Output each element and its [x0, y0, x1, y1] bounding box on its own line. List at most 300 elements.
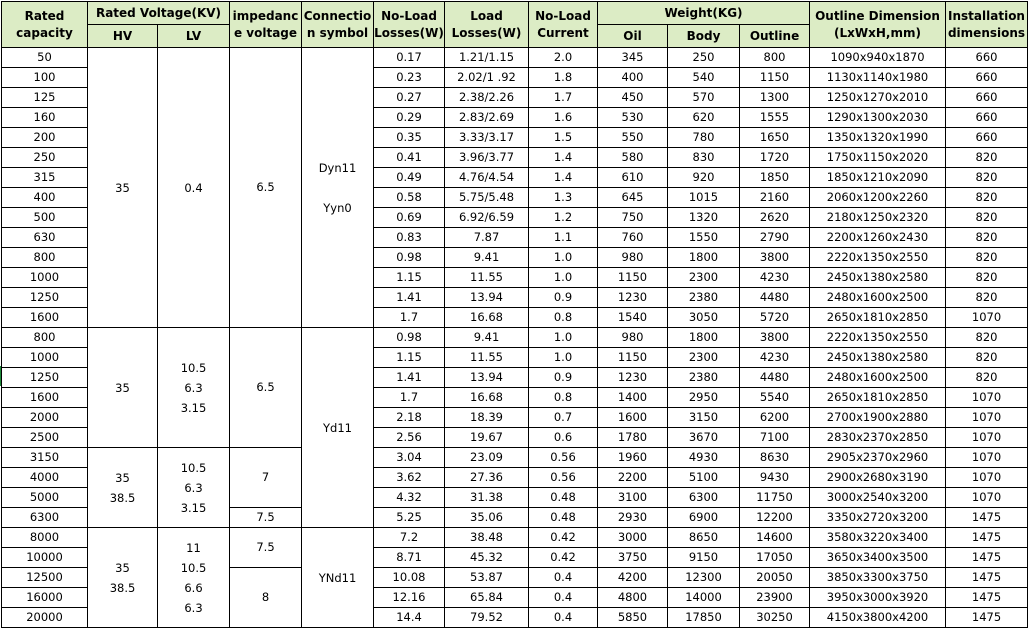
- header-hv: HV: [88, 25, 158, 48]
- cell-hv: 35 38.5: [88, 528, 158, 628]
- cell-oil: 1150: [598, 348, 668, 368]
- cell-rated-capacity: 3150: [2, 448, 88, 468]
- cell-no-load-losses: 2.18: [374, 408, 445, 428]
- cell-no-load-losses: 0.29: [374, 108, 445, 128]
- cell-rated-capacity: 10000: [2, 548, 88, 568]
- cell-rated-capacity: 250: [2, 148, 88, 168]
- cell-oil: 645: [598, 188, 668, 208]
- cell-no-load-losses: 2.56: [374, 428, 445, 448]
- cell-oil: 980: [598, 328, 668, 348]
- header-outline-dimension: Outline Dimension (LxWxH,mm): [810, 2, 946, 48]
- cell-body: 1550: [668, 228, 740, 248]
- cell-outline-dimension: 2450x1380x2580: [810, 348, 946, 368]
- cell-load-losses: 11.55: [445, 268, 529, 288]
- cell-no-load-losses: 0.58: [374, 188, 445, 208]
- cell-oil: 2200: [598, 468, 668, 488]
- cell-connection-symbol: YNd11: [302, 528, 374, 628]
- cell-connection-symbol: Dyn11 Yyn0: [302, 48, 374, 328]
- cell-no-load-current: 0.7: [529, 408, 598, 428]
- cell-body: 1800: [668, 248, 740, 268]
- cell-oil: 3100: [598, 488, 668, 508]
- cell-body: 250: [668, 48, 740, 68]
- cell-oil: 450: [598, 88, 668, 108]
- cell-outline-dimension: 2220x1350x2550: [810, 248, 946, 268]
- cell-no-load-current: 2.0: [529, 48, 598, 68]
- cell-load-losses: 13.94: [445, 288, 529, 308]
- cell-rated-capacity: 4000: [2, 468, 88, 488]
- cell-no-load-current: 0.9: [529, 288, 598, 308]
- cell-body: 1015: [668, 188, 740, 208]
- cell-rated-capacity: 2000: [2, 408, 88, 428]
- cell-installation-dimensions: 820: [946, 368, 1028, 388]
- cell-no-load-current: 0.48: [529, 508, 598, 528]
- cell-installation-dimensions: 820: [946, 208, 1028, 228]
- cell-load-losses: 18.39: [445, 408, 529, 428]
- cell-load-losses: 11.55: [445, 348, 529, 368]
- cell-outline: 11750: [740, 488, 810, 508]
- cell-load-losses: 1.21/1.15: [445, 48, 529, 68]
- cell-rated-capacity: 2500: [2, 428, 88, 448]
- cell-outline-dimension: 1850x1210x2090: [810, 168, 946, 188]
- cell-load-losses: 35.06: [445, 508, 529, 528]
- cell-oil: 760: [598, 228, 668, 248]
- cell-installation-dimensions: 660: [946, 108, 1028, 128]
- cell-installation-dimensions: 1475: [946, 588, 1028, 608]
- cell-outline: 7100: [740, 428, 810, 448]
- cell-load-losses: 3.33/3.17: [445, 128, 529, 148]
- cell-outline-dimension: 2650x1810x2850: [810, 388, 946, 408]
- cell-no-load-current: 0.4: [529, 608, 598, 628]
- table-header: [2, 2, 1028, 48]
- cell-no-load-current: 1.7: [529, 88, 598, 108]
- cell-body: 620: [668, 108, 740, 128]
- cell-rated-capacity: 8000: [2, 528, 88, 548]
- cell-outline-dimension: 2900x2680x3190: [810, 468, 946, 488]
- cell-no-load-losses: 1.41: [374, 368, 445, 388]
- cell-body: 8650: [668, 528, 740, 548]
- cell-outline-dimension: 2220x1350x2550: [810, 328, 946, 348]
- cell-no-load-current: 0.8: [529, 308, 598, 328]
- cell-outline: 12200: [740, 508, 810, 528]
- cell-body: 6300: [668, 488, 740, 508]
- cell-impedance-voltage: 6.5: [230, 48, 302, 328]
- cell-outline: 30250: [740, 608, 810, 628]
- cell-rated-capacity: 20000: [2, 608, 88, 628]
- cell-oil: 530: [598, 108, 668, 128]
- cell-body: 1800: [668, 328, 740, 348]
- cell-load-losses: 3.96/3.77: [445, 148, 529, 168]
- cell-rated-capacity: 125: [2, 88, 88, 108]
- cell-installation-dimensions: 820: [946, 148, 1028, 168]
- cell-connection-symbol: Yd11: [302, 328, 374, 528]
- cell-rated-capacity: 315: [2, 168, 88, 188]
- cell-no-load-losses: 4.32: [374, 488, 445, 508]
- cell-oil: 1540: [598, 308, 668, 328]
- cell-outline-dimension: 2650x1810x2850: [810, 308, 946, 328]
- cell-no-load-losses: 1.15: [374, 348, 445, 368]
- cell-no-load-current: 1.0: [529, 348, 598, 368]
- cell-outline-dimension: 2480x1600x2500: [810, 368, 946, 388]
- cell-oil: 2930: [598, 508, 668, 528]
- header-rated-voltage: Rated Voltage(KV): [88, 2, 230, 25]
- cell-no-load-losses: 3.62: [374, 468, 445, 488]
- cell-body: 540: [668, 68, 740, 88]
- cell-installation-dimensions: 660: [946, 88, 1028, 108]
- cell-body: 2380: [668, 368, 740, 388]
- cell-oil: 400: [598, 68, 668, 88]
- cell-no-load-losses: 0.49: [374, 168, 445, 188]
- cell-impedance-voltage: 7.5: [230, 508, 302, 528]
- cell-installation-dimensions: 660: [946, 68, 1028, 88]
- cell-body: 3050: [668, 308, 740, 328]
- cell-load-losses: 9.41: [445, 328, 529, 348]
- header-no-load-current: No-Load Current: [529, 2, 598, 48]
- cell-no-load-losses: 1.7: [374, 388, 445, 408]
- header-no-load-losses: No-Load Losses(W): [374, 2, 445, 48]
- cell-oil: 1150: [598, 268, 668, 288]
- cell-outline: 1720: [740, 148, 810, 168]
- cell-load-losses: 16.68: [445, 388, 529, 408]
- cell-installation-dimensions: 1475: [946, 608, 1028, 628]
- cell-no-load-losses: 0.23: [374, 68, 445, 88]
- cell-outline: 2790: [740, 228, 810, 248]
- header-outline: Outline: [740, 25, 810, 48]
- cell-outline: 8630: [740, 448, 810, 468]
- header-body: Body: [668, 25, 740, 48]
- cell-rated-capacity: 16000: [2, 588, 88, 608]
- cell-impedance-voltage: 7.5: [230, 528, 302, 568]
- cell-oil: 1600: [598, 408, 668, 428]
- cell-lv: 10.5 6.3 3.15: [158, 448, 230, 528]
- cell-load-losses: 9.41: [445, 248, 529, 268]
- cell-no-load-losses: 0.98: [374, 248, 445, 268]
- cell-hv: 35 38.5: [88, 448, 158, 528]
- cell-rated-capacity: 160: [2, 108, 88, 128]
- cell-no-load-losses: 1.15: [374, 268, 445, 288]
- cell-outline-dimension: 2480x1600x2500: [810, 288, 946, 308]
- cell-load-losses: 23.09: [445, 448, 529, 468]
- cell-body: 5100: [668, 468, 740, 488]
- cell-no-load-losses: 0.41: [374, 148, 445, 168]
- cell-no-load-losses: 14.4: [374, 608, 445, 628]
- cell-no-load-losses: 0.27: [374, 88, 445, 108]
- cell-no-load-losses: 5.25: [374, 508, 445, 528]
- cell-load-losses: 2.83/2.69: [445, 108, 529, 128]
- cell-hv: 35: [88, 48, 158, 328]
- cell-body: 6900: [668, 508, 740, 528]
- cell-outline: 2160: [740, 188, 810, 208]
- cell-outline-dimension: 2200x1260x2430: [810, 228, 946, 248]
- cell-no-load-current: 1.2: [529, 208, 598, 228]
- cell-no-load-current: 0.4: [529, 588, 598, 608]
- cell-outline-dimension: 1350x1320x1990: [810, 128, 946, 148]
- cell-installation-dimensions: 1070: [946, 468, 1028, 488]
- cell-outline-dimension: 2060x1200x2260: [810, 188, 946, 208]
- cell-installation-dimensions: 1070: [946, 448, 1028, 468]
- cell-installation-dimensions: 820: [946, 288, 1028, 308]
- cell-installation-dimensions: 1070: [946, 488, 1028, 508]
- cell-load-losses: 45.32: [445, 548, 529, 568]
- cell-oil: 1230: [598, 368, 668, 388]
- cell-no-load-losses: 0.98: [374, 328, 445, 348]
- transformer-spec-table: [1, 1, 1028, 628]
- cell-outline: 4480: [740, 288, 810, 308]
- cell-no-load-current: 1.0: [529, 328, 598, 348]
- cell-outline-dimension: 1130x1140x1980: [810, 68, 946, 88]
- cell-outline-dimension: 2700x1900x2880: [810, 408, 946, 428]
- cell-rated-capacity: 6300: [2, 508, 88, 528]
- cell-installation-dimensions: 820: [946, 348, 1028, 368]
- cell-no-load-current: 1.3: [529, 188, 598, 208]
- cell-no-load-current: 0.4: [529, 568, 598, 588]
- cell-body: 920: [668, 168, 740, 188]
- cell-oil: 1780: [598, 428, 668, 448]
- cell-load-losses: 27.36: [445, 468, 529, 488]
- table-row: [2, 528, 1028, 548]
- cell-rated-capacity: 1000: [2, 268, 88, 288]
- header-impedance-voltage: impedanc e voltage: [230, 2, 302, 48]
- cell-no-load-current: 0.42: [529, 548, 598, 568]
- cell-outline: 800: [740, 48, 810, 68]
- cell-outline-dimension: 2830x2370x2850: [810, 428, 946, 448]
- cell-no-load-current: 1.6: [529, 108, 598, 128]
- cell-oil: 3000: [598, 528, 668, 548]
- cell-body: 570: [668, 88, 740, 108]
- cell-oil: 980: [598, 248, 668, 268]
- header-load-losses: Load Losses(W): [445, 2, 529, 48]
- cell-no-load-losses: 0.17: [374, 48, 445, 68]
- cell-outline-dimension: 3580x3220x3400: [810, 528, 946, 548]
- cell-no-load-losses: 0.83: [374, 228, 445, 248]
- cell-rated-capacity: 1600: [2, 308, 88, 328]
- cell-rated-capacity: 1250: [2, 368, 88, 388]
- cell-outline: 4230: [740, 268, 810, 288]
- cell-body: 4930: [668, 448, 740, 468]
- cell-lv: 0.4: [158, 48, 230, 328]
- cell-body: 2380: [668, 288, 740, 308]
- cell-installation-dimensions: 660: [946, 128, 1028, 148]
- cell-load-losses: 79.52: [445, 608, 529, 628]
- cell-no-load-current: 0.56: [529, 448, 598, 468]
- cell-installation-dimensions: 660: [946, 48, 1028, 68]
- cell-installation-dimensions: 1070: [946, 308, 1028, 328]
- cell-rated-capacity: 100: [2, 68, 88, 88]
- cell-outline: 9430: [740, 468, 810, 488]
- cell-installation-dimensions: 1070: [946, 428, 1028, 448]
- cell-installation-dimensions: 820: [946, 188, 1028, 208]
- header-rated-capacity: Rated capacity: [2, 2, 88, 48]
- cell-no-load-current: 0.42: [529, 528, 598, 548]
- cell-installation-dimensions: 1475: [946, 548, 1028, 568]
- cell-rated-capacity: 50: [2, 48, 88, 68]
- cell-body: 3670: [668, 428, 740, 448]
- cell-load-losses: 19.67: [445, 428, 529, 448]
- cell-load-losses: 5.75/5.48: [445, 188, 529, 208]
- cell-rated-capacity: 12500: [2, 568, 88, 588]
- cell-outline: 4230: [740, 348, 810, 368]
- cell-installation-dimensions: 1475: [946, 528, 1028, 548]
- cell-outline-dimension: 1090x940x1870: [810, 48, 946, 68]
- cell-installation-dimensions: 820: [946, 268, 1028, 288]
- cell-outline-dimension: 2180x1250x2320: [810, 208, 946, 228]
- cell-rated-capacity: 200: [2, 128, 88, 148]
- cell-outline: 4480: [740, 368, 810, 388]
- cell-outline-dimension: 3850x3300x3750: [810, 568, 946, 588]
- cell-impedance-voltage: 8: [230, 568, 302, 628]
- cell-outline: 14600: [740, 528, 810, 548]
- cell-no-load-losses: 10.08: [374, 568, 445, 588]
- cell-rated-capacity: 5000: [2, 488, 88, 508]
- cell-load-losses: 31.38: [445, 488, 529, 508]
- header-installation-dimensions: Installation dimensions: [946, 2, 1028, 48]
- header-weight: Weight(KG): [598, 2, 810, 25]
- cell-body: 780: [668, 128, 740, 148]
- cell-outline: 23900: [740, 588, 810, 608]
- cell-oil: 550: [598, 128, 668, 148]
- table-body: [2, 48, 1028, 628]
- cell-installation-dimensions: 1070: [946, 408, 1028, 428]
- table-row: [2, 448, 1028, 468]
- cell-outline: 17050: [740, 548, 810, 568]
- cell-no-load-losses: 12.16: [374, 588, 445, 608]
- cell-load-losses: 6.92/6.59: [445, 208, 529, 228]
- cell-oil: 3750: [598, 548, 668, 568]
- cell-impedance-voltage: 7: [230, 448, 302, 508]
- cell-rated-capacity: 400: [2, 188, 88, 208]
- cell-oil: 610: [598, 168, 668, 188]
- cell-body: 9150: [668, 548, 740, 568]
- cell-outline-dimension: 3000x2540x3200: [810, 488, 946, 508]
- cell-oil: 1960: [598, 448, 668, 468]
- cell-outline: 1300: [740, 88, 810, 108]
- cell-outline-dimension: 1250x1270x2010: [810, 88, 946, 108]
- cell-oil: 4800: [598, 588, 668, 608]
- cell-outline-dimension: 2450x1380x2580: [810, 268, 946, 288]
- cell-outline-dimension: 2905x2370x2960: [810, 448, 946, 468]
- cell-installation-dimensions: 820: [946, 328, 1028, 348]
- cell-no-load-current: 1.4: [529, 148, 598, 168]
- cell-outline-dimension: 3350x2720x3200: [810, 508, 946, 528]
- cell-rated-capacity: 500: [2, 208, 88, 228]
- cell-oil: 1230: [598, 288, 668, 308]
- cell-installation-dimensions: 820: [946, 228, 1028, 248]
- cell-body: 1320: [668, 208, 740, 228]
- cell-body: 12300: [668, 568, 740, 588]
- cell-outline: 5720: [740, 308, 810, 328]
- cell-hv: 35: [88, 328, 158, 448]
- cell-no-load-losses: 0.35: [374, 128, 445, 148]
- cell-load-losses: 2.02/1 .92: [445, 68, 529, 88]
- cell-no-load-losses: 7.2: [374, 528, 445, 548]
- cell-no-load-current: 0.9: [529, 368, 598, 388]
- cell-load-losses: 4.76/4.54: [445, 168, 529, 188]
- cell-outline: 3800: [740, 248, 810, 268]
- cell-oil: 580: [598, 148, 668, 168]
- cell-load-losses: 2.38/2.26: [445, 88, 529, 108]
- cell-outline: 3800: [740, 328, 810, 348]
- cell-no-load-current: 0.56: [529, 468, 598, 488]
- cell-no-load-losses: 1.41: [374, 288, 445, 308]
- cell-no-load-current: 0.6: [529, 428, 598, 448]
- cell-rated-capacity: 1250: [2, 288, 88, 308]
- table-row: [2, 328, 1028, 348]
- cell-no-load-current: 1.4: [529, 168, 598, 188]
- cell-no-load-current: 1.0: [529, 248, 598, 268]
- cell-no-load-current: 0.8: [529, 388, 598, 408]
- header-connection-symbol: Connectio n symbol: [302, 2, 374, 48]
- cell-outline: 1150: [740, 68, 810, 88]
- cell-outline-dimension: 4150x3800x4200: [810, 608, 946, 628]
- cell-body: 17850: [668, 608, 740, 628]
- cell-oil: 5850: [598, 608, 668, 628]
- cell-load-losses: 13.94: [445, 368, 529, 388]
- cell-load-losses: 65.84: [445, 588, 529, 608]
- cell-load-losses: 53.87: [445, 568, 529, 588]
- cell-rated-capacity: 800: [2, 248, 88, 268]
- cell-installation-dimensions: 820: [946, 168, 1028, 188]
- header-lv: LV: [158, 25, 230, 48]
- cell-outline: 6200: [740, 408, 810, 428]
- cell-body: 14000: [668, 588, 740, 608]
- cell-outline: 2620: [740, 208, 810, 228]
- cell-installation-dimensions: 820: [946, 248, 1028, 268]
- cell-oil: 4200: [598, 568, 668, 588]
- cell-oil: 750: [598, 208, 668, 228]
- cell-load-losses: 38.48: [445, 528, 529, 548]
- cell-outline-dimension: 1750x1150x2020: [810, 148, 946, 168]
- cell-rated-capacity: 800: [2, 328, 88, 348]
- cell-lv: 11 10.5 6.6 6.3: [158, 528, 230, 628]
- cell-body: 2300: [668, 268, 740, 288]
- cell-no-load-current: 1.8: [529, 68, 598, 88]
- cell-no-load-current: 1.1: [529, 228, 598, 248]
- cell-no-load-losses: 3.04: [374, 448, 445, 468]
- cell-outline-dimension: 1290x1300x2030: [810, 108, 946, 128]
- cell-lv: 10.5 6.3 3.15: [158, 328, 230, 448]
- cell-outline: 5540: [740, 388, 810, 408]
- cell-installation-dimensions: 1070: [946, 388, 1028, 408]
- cell-body: 830: [668, 148, 740, 168]
- cell-no-load-current: 1.0: [529, 268, 598, 288]
- cell-no-load-losses: 0.69: [374, 208, 445, 228]
- cell-body: 3150: [668, 408, 740, 428]
- cell-load-losses: 16.68: [445, 308, 529, 328]
- cell-rated-capacity: 1600: [2, 388, 88, 408]
- cell-rated-capacity: 1000: [2, 348, 88, 368]
- cell-installation-dimensions: 1475: [946, 568, 1028, 588]
- cell-no-load-current: 1.5: [529, 128, 598, 148]
- cell-oil: 1400: [598, 388, 668, 408]
- header-oil: Oil: [598, 25, 668, 48]
- cell-outline-dimension: 3950x3000x3920: [810, 588, 946, 608]
- cell-load-losses: 7.87: [445, 228, 529, 248]
- cell-impedance-voltage: 6.5: [230, 328, 302, 448]
- cell-outline: 1650: [740, 128, 810, 148]
- cell-installation-dimensions: 1475: [946, 508, 1028, 528]
- cell-outline: 1850: [740, 168, 810, 188]
- cell-outline: 1555: [740, 108, 810, 128]
- cell-rated-capacity: 630: [2, 228, 88, 248]
- cell-no-load-losses: 8.71: [374, 548, 445, 568]
- cell-outline: 20050: [740, 568, 810, 588]
- cell-oil: 345: [598, 48, 668, 68]
- cell-outline-dimension: 3650x3400x3500: [810, 548, 946, 568]
- table-row: [2, 48, 1028, 68]
- cell-body: 2950: [668, 388, 740, 408]
- cell-body: 2300: [668, 348, 740, 368]
- cell-no-load-losses: 1.7: [374, 308, 445, 328]
- cell-no-load-current: 0.48: [529, 488, 598, 508]
